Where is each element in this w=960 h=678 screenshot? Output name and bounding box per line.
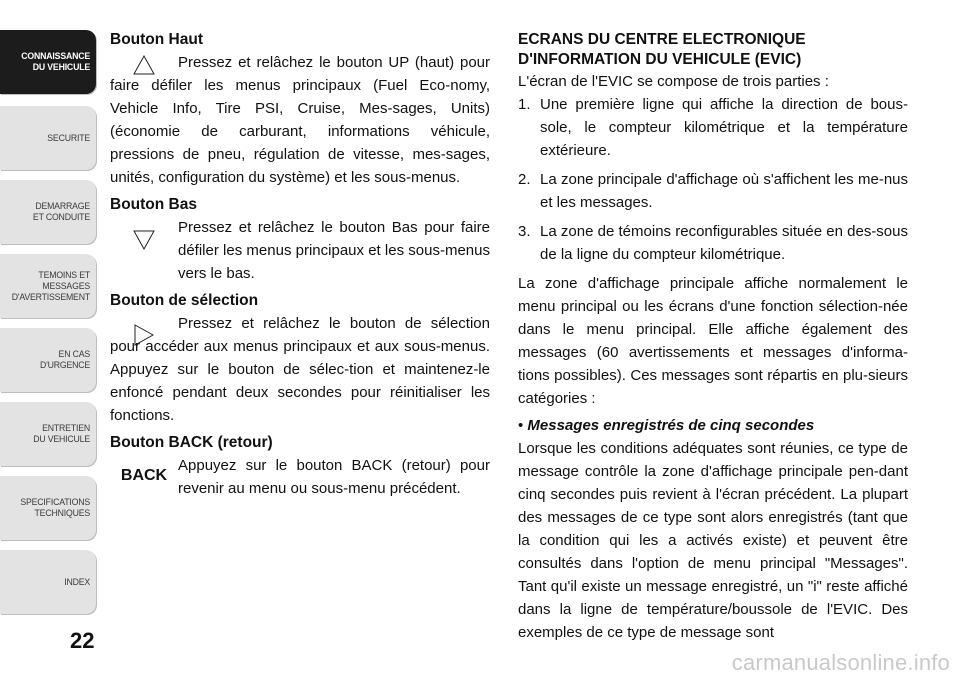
bullet-heading: • Messages enregistrés de cinq secondes xyxy=(518,417,815,434)
tab-connaissance-du-vehicule[interactable] xyxy=(0,30,96,94)
select-button-description: Pressez et relâchez le bouton de sélection pour accéder aux menus principaux et aux sous-menus. Appuyez sur le bouton de sélec-tion et maintenez-le enfoncé pendant deux secondes pour réinitialiser les fonctions. xyxy=(110,315,490,424)
list-item xyxy=(518,220,908,266)
back-button-heading: Bouton BACK (retour) xyxy=(110,434,273,451)
up-button-section xyxy=(110,51,490,189)
tab-label-line: INDEX xyxy=(64,576,90,588)
tab-specifications-techniques[interactable] xyxy=(0,476,96,540)
tab-temoins-et-messages[interactable] xyxy=(0,254,96,318)
back-label-icon xyxy=(110,454,178,487)
tab-label-line: TECHNIQUES xyxy=(34,508,90,519)
back-label: BACK xyxy=(120,467,168,484)
down-button-section xyxy=(110,216,490,285)
select-button-heading: Bouton de sélection xyxy=(110,292,259,309)
up-button-description: Pressez et relâchez le bouton UP (haut) pour faire défiler les menus principaux (Fuel Eco-nomy, Vehicle Info, Tire PSI, Cruise, Mes-sages, Units) (économie de carburant, informations véhicule, pressions de pneu, régulation de vitesse, mes-sages, unités, configuration du système) et les sous-menus. xyxy=(110,54,490,186)
triangle-right-icon xyxy=(110,324,178,346)
section-title-line1: ECRANS DU CENTRE ELECTRONIQUE xyxy=(518,31,806,48)
chapter-tabs xyxy=(0,0,98,630)
tab-label-line: MESSAGES xyxy=(42,280,90,292)
tab-label-line: DEMARRAGE xyxy=(35,201,90,212)
tab-label-line: CONNAISSANCE xyxy=(21,51,90,62)
tab-label-line: ENTRETIEN xyxy=(42,423,90,434)
tab-demarrage-et-conduite[interactable] xyxy=(0,180,96,244)
list-item xyxy=(518,168,908,214)
stored-messages-paragraph: Lorsque les conditions adéquates sont réunies, ce type de message contrôle la zone d'affichage principale pen-dant cinq secondes puis revient à l'écran précédent. La plupart des messages de ce type sont alors enregistrés (tant que la condition qui les a activés existe) et peuvent être consultés dans l'option de menu principal "Messages". Tant qu'il existe un message enregistré, un "i" reste affiché dans la ligne de température/boussole de l'EVIC. Des exemples de ce type de message sont xyxy=(518,440,908,641)
tab-label-line: DU VEHICULE xyxy=(32,62,90,73)
down-button-description: Pressez et relâchez le bouton Bas pour faire défiler les menus principaux et les sous-menus vers le bas. xyxy=(178,219,490,282)
up-button-heading: Bouton Haut xyxy=(110,31,203,48)
tab-label-line: D'AVERTISSEMENT xyxy=(11,291,90,303)
section-title-line2: D'INFORMATION DU VEHICULE (EVIC) xyxy=(518,51,802,68)
list-item-number: 1. xyxy=(518,96,531,113)
down-button-heading: Bouton Bas xyxy=(110,196,197,213)
list-item-text: Une première ligne qui affiche la direction de bous-sole, le compteur kilométrique et la température extérieure. xyxy=(540,96,908,159)
tab-label-line: ET CONDUITE xyxy=(32,212,90,223)
tab-label-line: D'URGENCE xyxy=(39,360,90,371)
triangle-up-icon xyxy=(110,55,178,75)
list-item-number: 3. xyxy=(518,223,531,240)
tab-label-line: SPECIFICATIONS xyxy=(20,497,91,508)
tab-securite[interactable] xyxy=(0,106,96,170)
back-button-section xyxy=(110,454,490,500)
list-item xyxy=(518,93,908,162)
list-item-text: La zone de témoins reconfigurables située en des-sous de la ligne du compteur kilométrique. xyxy=(540,223,908,263)
list-item-text: La zone principale d'affichage où s'affichent les me-nus et les messages. xyxy=(540,171,908,211)
main-display-paragraph: La zone d'affichage principale affiche normalement le menu principal ou les écrans d'une fonction sélection-née dans le menu principal. Elle affiche également des messages (60 avertissements et messages d'informa-tions possibles). Ces messages sont répartis en plu-sieurs catégories : xyxy=(518,275,908,407)
tab-index[interactable] xyxy=(0,550,96,614)
triangle-down-icon xyxy=(110,230,178,250)
list-item-number: 2. xyxy=(518,171,531,188)
intro-text: L'écran de l'EVIC se compose de trois parties : xyxy=(518,73,829,90)
tab-en-cas-d-urgence[interactable] xyxy=(0,328,96,392)
watermark: carmanualsonline.info xyxy=(731,650,950,675)
right-column xyxy=(518,30,908,644)
tab-label-line: EN CAS xyxy=(58,349,90,360)
display-parts-list xyxy=(518,93,908,266)
tab-entretien-du-vehicule[interactable] xyxy=(0,402,96,466)
tab-label-line: TEMOINS ET xyxy=(38,269,90,281)
select-button-section xyxy=(110,312,490,427)
tab-label-line: DU VEHICULE xyxy=(33,434,90,445)
back-button-description: Appuyez sur le bouton BACK (retour) pour revenir au menu ou sous-menu précédent. xyxy=(178,457,490,497)
left-column xyxy=(110,28,490,504)
page-number: 22 xyxy=(70,628,95,653)
tab-label-line: SECURITE xyxy=(47,132,90,144)
bullet-title: Messages enregistrés de cinq secondes xyxy=(527,417,815,434)
